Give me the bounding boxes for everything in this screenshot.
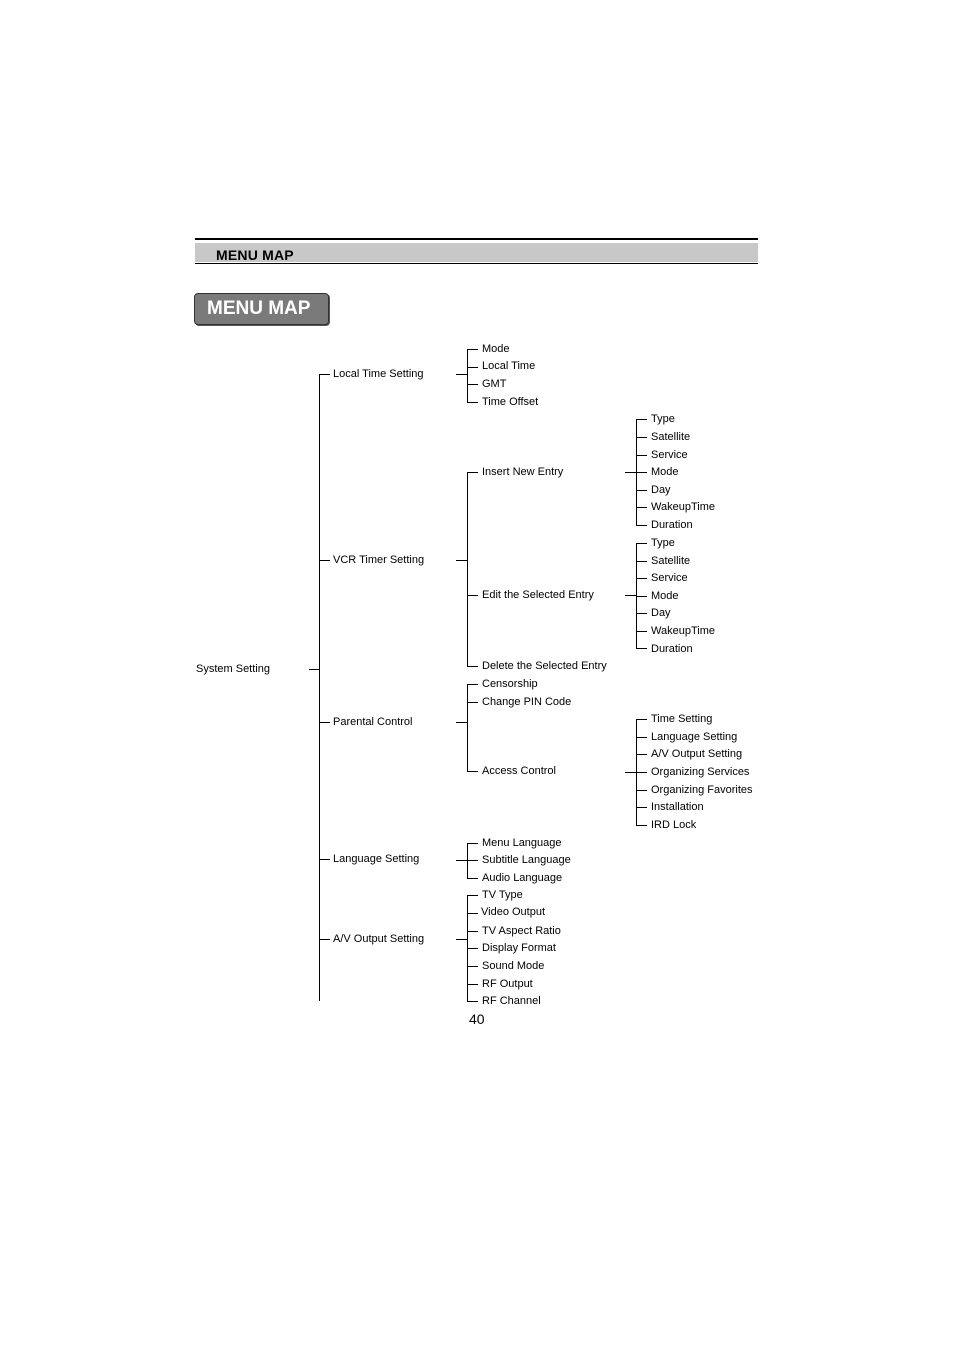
tree-leaf: WakeupTime	[651, 625, 715, 637]
tree-leaf: Organizing Services	[651, 766, 750, 778]
tree-leaf: Video Output	[481, 906, 546, 918]
tree-leaf: Duration	[651, 519, 693, 531]
tree-leaf: Service	[651, 449, 688, 461]
tree-leaf: Time Offset	[482, 396, 539, 408]
tree-node-access-control: Access Control	[482, 765, 556, 777]
tree-leaf-delete-selected-entry: Delete the Selected Entry	[482, 660, 607, 672]
tree-leaf: Satellite	[651, 555, 691, 567]
tree-leaf: RF Channel	[482, 995, 541, 1007]
tree-leaf: Mode	[482, 343, 510, 355]
tree-leaf: Menu Language	[482, 837, 562, 849]
tree-leaf: TV Aspect Ratio	[482, 925, 561, 937]
tree-leaf: Time Setting	[651, 713, 713, 725]
tree-leaf: WakeupTime	[651, 501, 715, 513]
tree-leaf: Subtitle Language	[482, 854, 571, 866]
page-number: 40	[469, 1011, 485, 1027]
tree-leaf: Type	[651, 413, 675, 425]
tree-node-insert-new-entry: Insert New Entry	[482, 466, 564, 478]
tree-leaf: Satellite	[651, 431, 691, 443]
tree-leaf: RF Output	[482, 978, 533, 990]
tree-leaf: Language Setting	[651, 731, 738, 743]
tree-leaf: Installation	[651, 801, 704, 813]
page-title-badge: MENU MAP	[194, 293, 329, 325]
tree-leaf-change-pin-code: Change PIN Code	[482, 696, 572, 708]
tree-leaf: IRD Lock	[651, 819, 697, 831]
tree-leaf: Day	[651, 484, 671, 496]
tree-leaf: Mode	[651, 466, 679, 478]
tree-leaf: Sound Mode	[482, 960, 545, 972]
tree-node-vcr-timer-setting: VCR Timer Setting	[333, 554, 425, 566]
tree-node-local-time-setting: Local Time Setting	[333, 368, 424, 380]
tree-leaf: Local Time	[482, 360, 536, 372]
tree-leaf: Type	[651, 537, 675, 549]
tree-leaf: Day	[651, 607, 671, 619]
section-header-title: MENU MAP	[216, 247, 294, 263]
tree-leaf: Audio Language	[482, 872, 563, 884]
tree-leaf: GMT	[482, 378, 507, 390]
tree-root-label: System Setting	[196, 663, 270, 675]
tree-leaf-censorship: Censorship	[482, 678, 538, 690]
tree-leaf: Display Format	[482, 942, 556, 954]
tree-node-av-output-setting: A/V Output Setting	[333, 933, 425, 945]
tree-leaf: Duration	[651, 643, 693, 655]
tree-leaf: Mode	[651, 590, 679, 602]
tree-node-language-setting: Language Setting	[333, 853, 420, 865]
tree-node-edit-selected-entry: Edit the Selected Entry	[482, 589, 594, 601]
tree-leaf: A/V Output Setting	[651, 748, 743, 760]
tree-leaf: Service	[651, 572, 688, 584]
tree-node-parental-control: Parental Control	[333, 716, 413, 728]
tree-leaf: Organizing Favorites	[651, 784, 753, 796]
tree-leaf: TV Type	[482, 889, 523, 901]
